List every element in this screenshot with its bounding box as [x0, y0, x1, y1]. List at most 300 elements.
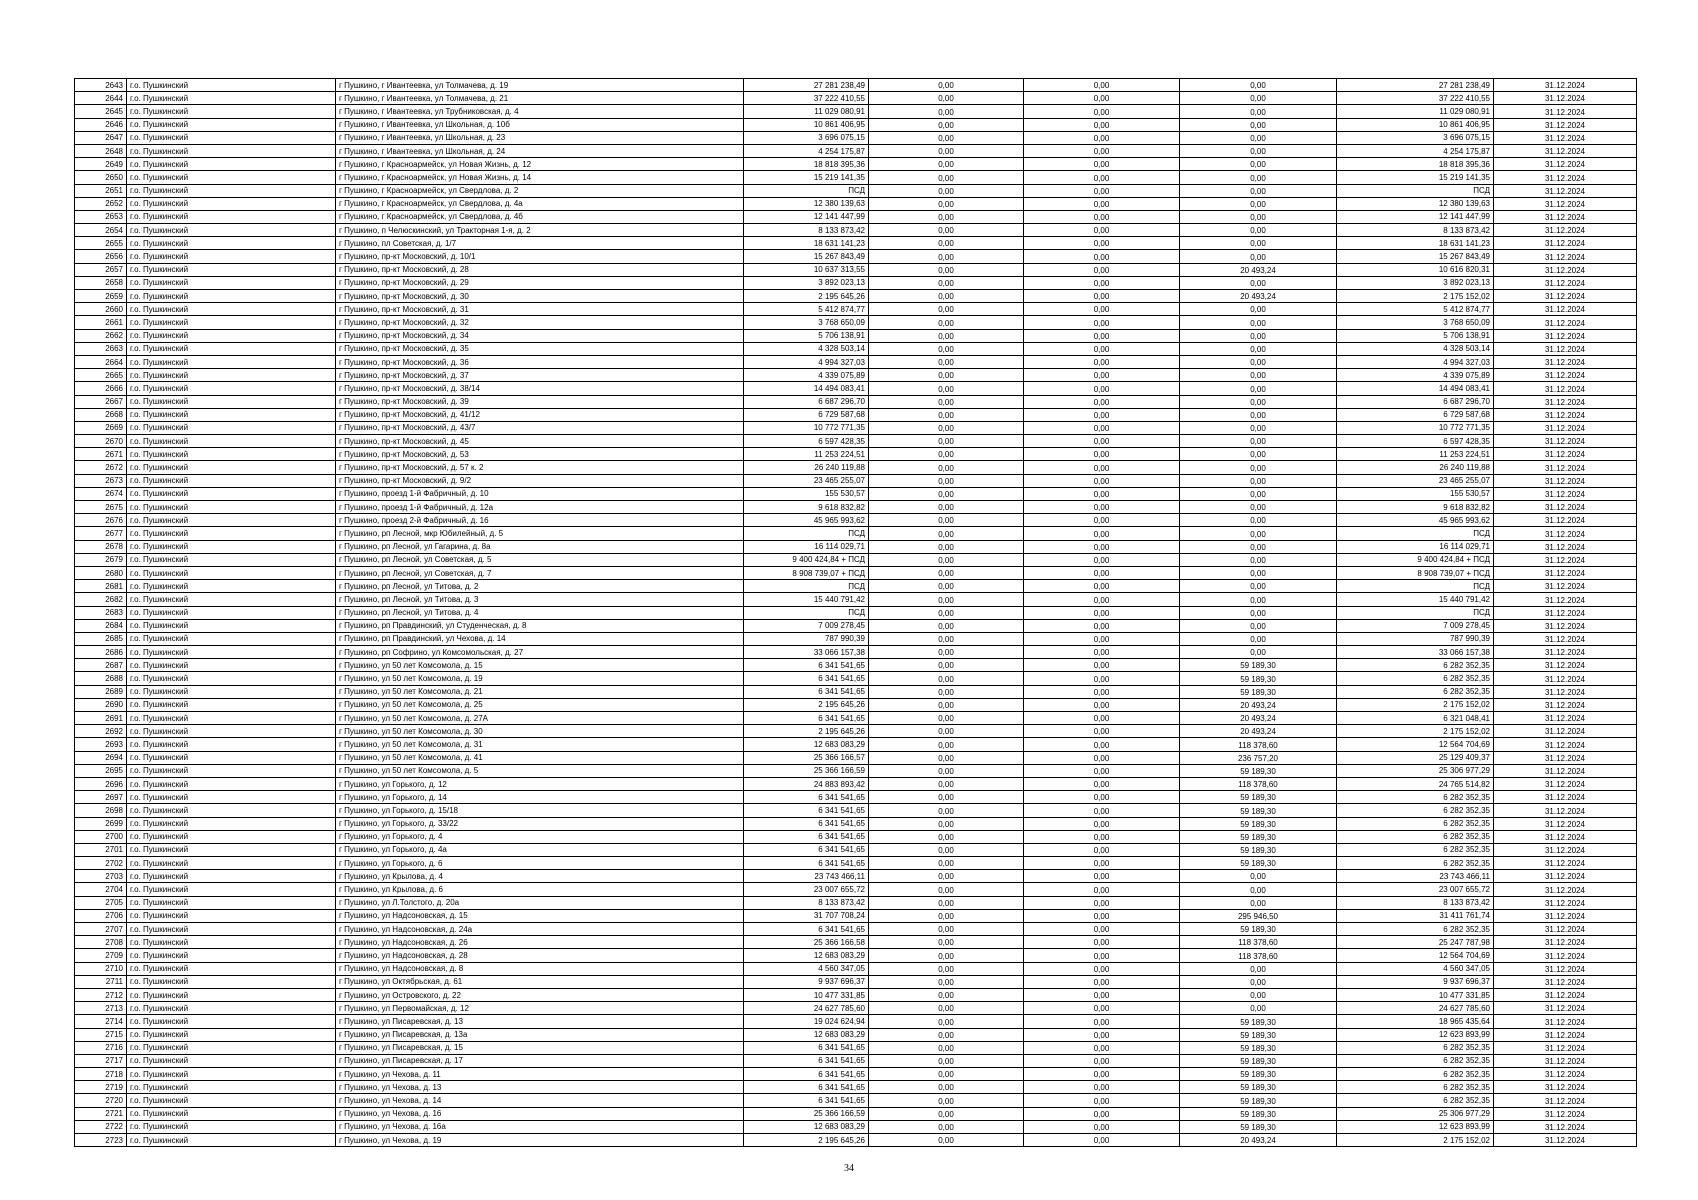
- municipality-cell: г.о. Пушкинский: [127, 527, 336, 540]
- address-cell: г Пушкино, ул Надсоновская, д. 26: [336, 936, 744, 949]
- date-cell: 31.12.2024: [1494, 105, 1637, 118]
- municipality-cell: г.о. Пушкинский: [127, 250, 336, 263]
- amount-total-cell: 2 195 645,26: [744, 1134, 869, 1147]
- date-cell: 31.12.2024: [1494, 369, 1637, 382]
- amount-col2-cell: 0,00: [869, 408, 1024, 421]
- amount-col2-cell: 0,00: [869, 514, 1024, 527]
- amount-result-cell: 4 560 347,05: [1337, 962, 1494, 975]
- date-cell: 31.12.2024: [1494, 672, 1637, 685]
- address-cell: г Пушкино, ул Островского, д. 22: [336, 988, 744, 1001]
- municipality-cell: г.о. Пушкинский: [127, 1015, 336, 1028]
- amount-total-cell: 4 328 503,14: [744, 342, 869, 355]
- date-cell: 31.12.2024: [1494, 1054, 1637, 1067]
- address-cell: г Пушкино, пр-кт Московский, д. 41/12: [336, 408, 744, 421]
- row-number-cell: 2707: [75, 923, 127, 936]
- amount-result-cell: 31 411 761,74: [1337, 909, 1494, 922]
- amount-total-cell: 6 341 541,65: [744, 1081, 869, 1094]
- municipality-cell: г.о. Пушкинский: [127, 870, 336, 883]
- amount-col3-cell: 0,00: [1024, 804, 1180, 817]
- municipality-cell: г.о. Пушкинский: [127, 1068, 336, 1081]
- amount-col4-cell: 118 378,60: [1180, 949, 1337, 962]
- table-row: [75, 632, 1637, 645]
- amount-col2-cell: 0,00: [869, 448, 1024, 461]
- amount-col2-cell: 0,00: [869, 144, 1024, 157]
- amount-col3-cell: 0,00: [1024, 1041, 1180, 1054]
- row-number-cell: 2644: [75, 92, 127, 105]
- municipality-cell: г.о. Пушкинский: [127, 580, 336, 593]
- municipality-cell: г.о. Пушкинский: [127, 105, 336, 118]
- amount-result-cell: 10 861 406,95: [1337, 118, 1494, 131]
- municipality-cell: г.о. Пушкинский: [127, 197, 336, 210]
- amount-col2-cell: 0,00: [869, 988, 1024, 1001]
- table-row: [75, 580, 1637, 593]
- amount-result-cell: 15 440 791,42: [1337, 593, 1494, 606]
- amount-result-cell: 10 616 820,31: [1337, 263, 1494, 276]
- address-cell: г Пушкино, ул Чехова, д. 16: [336, 1107, 744, 1120]
- address-cell: г Пушкино, ул Надсоновская, д. 15: [336, 909, 744, 922]
- date-cell: 31.12.2024: [1494, 988, 1637, 1001]
- amount-col4-cell: 20 493,24: [1180, 290, 1337, 303]
- municipality-cell: г.о. Пушкинский: [127, 1041, 336, 1054]
- amount-col4-cell: 0,00: [1180, 92, 1337, 105]
- amount-col3-cell: 0,00: [1024, 131, 1180, 144]
- amount-col4-cell: 20 493,24: [1180, 263, 1337, 276]
- address-cell: г Пушкино, ул Писаревская, д. 13: [336, 1015, 744, 1028]
- amount-col2-cell: 0,00: [869, 237, 1024, 250]
- date-cell: 31.12.2024: [1494, 791, 1637, 804]
- address-cell: г Пушкино, пр-кт Московский, д. 35: [336, 342, 744, 355]
- municipality-cell: г.о. Пушкинский: [127, 158, 336, 171]
- address-cell: г Пушкино, рп Лесной, ул Гагарина, д. 8а: [336, 540, 744, 553]
- table-row: [75, 105, 1637, 118]
- table-row: [75, 158, 1637, 171]
- amount-col4-cell: 59 189,30: [1180, 1094, 1337, 1107]
- date-cell: 31.12.2024: [1494, 936, 1637, 949]
- municipality-cell: г.о. Пушкинский: [127, 540, 336, 553]
- municipality-cell: г.о. Пушкинский: [127, 369, 336, 382]
- amount-col3-cell: 0,00: [1024, 553, 1180, 566]
- address-cell: г Пушкино, ул Горького, д. 14: [336, 791, 744, 804]
- row-number-cell: 2696: [75, 777, 127, 790]
- address-cell: г Пушкино, рп Лесной, ул Титова, д. 4: [336, 606, 744, 619]
- amount-col4-cell: 59 189,30: [1180, 830, 1337, 843]
- address-cell: г Пушкино, г Красноармейск, ул Новая Жизнь, д. 14: [336, 171, 744, 184]
- date-cell: 31.12.2024: [1494, 501, 1637, 514]
- row-number-cell: 2697: [75, 791, 127, 804]
- address-cell: г Пушкино, ул 50 лет Комсомола, д. 21: [336, 685, 744, 698]
- amount-col3-cell: 0,00: [1024, 118, 1180, 131]
- amount-result-cell: 155 530,57: [1337, 487, 1494, 500]
- date-cell: 31.12.2024: [1494, 698, 1637, 711]
- amount-result-cell: 15 219 141,35: [1337, 171, 1494, 184]
- amount-col2-cell: 0,00: [869, 1068, 1024, 1081]
- amount-col2-cell: 0,00: [869, 870, 1024, 883]
- address-cell: г Пушкино, рп Правдинский, ул Студенческая, д. 8: [336, 619, 744, 632]
- date-cell: 31.12.2024: [1494, 329, 1637, 342]
- table-row: [75, 1054, 1637, 1067]
- date-cell: 31.12.2024: [1494, 738, 1637, 751]
- amount-col2-cell: 0,00: [869, 382, 1024, 395]
- table-row: [75, 1134, 1637, 1147]
- amount-col2-cell: 0,00: [869, 751, 1024, 764]
- amount-result-cell: ПСД: [1337, 580, 1494, 593]
- amount-col3-cell: 0,00: [1024, 1094, 1180, 1107]
- row-number-cell: 2700: [75, 830, 127, 843]
- municipality-cell: г.о. Пушкинский: [127, 1134, 336, 1147]
- amount-result-cell: 12 623 893,99: [1337, 1120, 1494, 1133]
- address-cell: г Пушкино, рп Лесной, ул Титова, д. 3: [336, 593, 744, 606]
- table-row: [75, 1068, 1637, 1081]
- municipality-cell: г.о. Пушкинский: [127, 1107, 336, 1120]
- municipality-cell: г.о. Пушкинский: [127, 909, 336, 922]
- address-cell: г Пушкино, г Ивантеевка, ул Толмачева, д. 21: [336, 92, 744, 105]
- table-row: [75, 830, 1637, 843]
- row-number-cell: 2712: [75, 988, 127, 1001]
- amount-col3-cell: 0,00: [1024, 171, 1180, 184]
- amount-col4-cell: 59 189,30: [1180, 1081, 1337, 1094]
- amount-col3-cell: 0,00: [1024, 1015, 1180, 1028]
- municipality-cell: г.о. Пушкинский: [127, 566, 336, 579]
- date-cell: 31.12.2024: [1494, 408, 1637, 421]
- table-row: [75, 1120, 1637, 1133]
- amount-col2-cell: 0,00: [869, 184, 1024, 197]
- row-number-cell: 2714: [75, 1015, 127, 1028]
- row-number-cell: 2713: [75, 1002, 127, 1015]
- date-cell: 31.12.2024: [1494, 79, 1637, 92]
- date-cell: 31.12.2024: [1494, 448, 1637, 461]
- row-number-cell: 2703: [75, 870, 127, 883]
- amount-col3-cell: 0,00: [1024, 725, 1180, 738]
- address-cell: г Пушкино, ул Чехова, д. 14: [336, 1094, 744, 1107]
- table-row: [75, 197, 1637, 210]
- amount-col3-cell: 0,00: [1024, 369, 1180, 382]
- row-number-cell: 2708: [75, 936, 127, 949]
- table-row: [75, 712, 1637, 725]
- amount-col4-cell: 0,00: [1180, 118, 1337, 131]
- amount-col2-cell: 0,00: [869, 369, 1024, 382]
- amount-result-cell: 37 222 410,55: [1337, 92, 1494, 105]
- municipality-cell: г.о. Пушкинский: [127, 1054, 336, 1067]
- address-cell: г Пушкино, п Челюскинский, ул Тракторная 1-я, д. 2: [336, 224, 744, 237]
- table-row: [75, 646, 1637, 659]
- amount-col2-cell: 0,00: [869, 118, 1024, 131]
- amount-col4-cell: 59 189,30: [1180, 1041, 1337, 1054]
- table-row: [75, 210, 1637, 223]
- amount-result-cell: 6 282 352,35: [1337, 672, 1494, 685]
- table-row: [75, 777, 1637, 790]
- amount-col3-cell: 0,00: [1024, 514, 1180, 527]
- municipality-cell: г.о. Пушкинский: [127, 144, 336, 157]
- amount-col2-cell: 0,00: [869, 1028, 1024, 1041]
- row-number-cell: 2667: [75, 395, 127, 408]
- amount-result-cell: 787 990,39: [1337, 632, 1494, 645]
- amount-total-cell: 37 222 410,55: [744, 92, 869, 105]
- amount-col3-cell: 0,00: [1024, 329, 1180, 342]
- amount-col2-cell: 0,00: [869, 527, 1024, 540]
- amount-col4-cell: 0,00: [1180, 566, 1337, 579]
- table-row: [75, 909, 1637, 922]
- municipality-cell: г.о. Пушкинский: [127, 751, 336, 764]
- table-row: [75, 79, 1637, 92]
- municipality-cell: г.о. Пушкинский: [127, 1028, 336, 1041]
- amount-col4-cell: 295 946,50: [1180, 909, 1337, 922]
- amount-result-cell: ПСД: [1337, 606, 1494, 619]
- date-cell: 31.12.2024: [1494, 1120, 1637, 1133]
- row-number-cell: 2683: [75, 606, 127, 619]
- date-cell: 31.12.2024: [1494, 263, 1637, 276]
- address-cell: г Пушкино, г Ивантеевка, ул Школьная, д. 24: [336, 144, 744, 157]
- amount-total-cell: 2 195 645,26: [744, 290, 869, 303]
- amount-col4-cell: 0,00: [1180, 553, 1337, 566]
- amount-col3-cell: 0,00: [1024, 144, 1180, 157]
- amount-total-cell: 12 141 447,99: [744, 210, 869, 223]
- amount-total-cell: 26 240 119,88: [744, 461, 869, 474]
- amount-result-cell: 12 564 704,69: [1337, 949, 1494, 962]
- table-row: [75, 263, 1637, 276]
- amount-col2-cell: 0,00: [869, 843, 1024, 856]
- amount-col4-cell: 0,00: [1180, 461, 1337, 474]
- amount-total-cell: 6 341 541,65: [744, 712, 869, 725]
- amount-col3-cell: 0,00: [1024, 408, 1180, 421]
- amount-col4-cell: 0,00: [1180, 105, 1337, 118]
- amount-result-cell: 25 306 977,29: [1337, 1107, 1494, 1120]
- table-row: [75, 843, 1637, 856]
- address-cell: г Пушкино, ул 50 лет Комсомола, д. 25: [336, 698, 744, 711]
- table-row: [75, 1015, 1637, 1028]
- amount-col2-cell: 0,00: [869, 131, 1024, 144]
- amount-result-cell: ПСД: [1337, 184, 1494, 197]
- amount-result-cell: 6 282 352,35: [1337, 843, 1494, 856]
- amount-result-cell: 6 282 352,35: [1337, 804, 1494, 817]
- amount-result-cell: 33 066 157,38: [1337, 646, 1494, 659]
- amount-col2-cell: 0,00: [869, 949, 1024, 962]
- amount-col3-cell: 0,00: [1024, 685, 1180, 698]
- address-cell: г Пушкино, ул Горького, д. 12: [336, 777, 744, 790]
- amount-col2-cell: 0,00: [869, 355, 1024, 368]
- row-number-cell: 2699: [75, 817, 127, 830]
- amount-total-cell: 33 066 157,38: [744, 646, 869, 659]
- table-row: [75, 303, 1637, 316]
- row-number-cell: 2653: [75, 210, 127, 223]
- municipality-cell: г.о. Пушкинский: [127, 1081, 336, 1094]
- date-cell: 31.12.2024: [1494, 237, 1637, 250]
- address-cell: г Пушкино, ул Надсоновская, д. 28: [336, 949, 744, 962]
- date-cell: 31.12.2024: [1494, 1028, 1637, 1041]
- amount-total-cell: 10 861 406,95: [744, 118, 869, 131]
- amount-col3-cell: 0,00: [1024, 290, 1180, 303]
- amount-col3-cell: 0,00: [1024, 909, 1180, 922]
- amount-result-cell: 2 175 152,02: [1337, 290, 1494, 303]
- date-cell: 31.12.2024: [1494, 1015, 1637, 1028]
- amount-total-cell: 12 683 083,29: [744, 1028, 869, 1041]
- amount-col2-cell: 0,00: [869, 896, 1024, 909]
- amount-total-cell: 15 440 791,42: [744, 593, 869, 606]
- amount-col2-cell: 0,00: [869, 659, 1024, 672]
- amount-col2-cell: 0,00: [869, 303, 1024, 316]
- row-number-cell: 2659: [75, 290, 127, 303]
- amount-total-cell: 12 380 139,63: [744, 197, 869, 210]
- amount-col2-cell: 0,00: [869, 1107, 1024, 1120]
- row-number-cell: 2670: [75, 435, 127, 448]
- address-cell: г Пушкино, пр-кт Московский, д. 34: [336, 329, 744, 342]
- amount-col4-cell: 59 189,30: [1180, 1120, 1337, 1133]
- address-cell: г Пушкино, проезд 2-й Фабричный, д. 16: [336, 514, 744, 527]
- amount-col2-cell: 0,00: [869, 857, 1024, 870]
- date-cell: 31.12.2024: [1494, 909, 1637, 922]
- amount-result-cell: 4 328 503,14: [1337, 342, 1494, 355]
- amount-result-cell: 9 400 424,84 + ПСД: [1337, 553, 1494, 566]
- amount-result-cell: 25 129 409,37: [1337, 751, 1494, 764]
- address-cell: г Пушкино, пр-кт Московский, д. 57 к. 2: [336, 461, 744, 474]
- amount-col3-cell: 0,00: [1024, 355, 1180, 368]
- amount-result-cell: 11 253 224,51: [1337, 448, 1494, 461]
- amount-col4-cell: 0,00: [1180, 395, 1337, 408]
- row-number-cell: 2648: [75, 144, 127, 157]
- amount-col2-cell: 0,00: [869, 830, 1024, 843]
- municipality-cell: г.о. Пушкинский: [127, 830, 336, 843]
- date-cell: 31.12.2024: [1494, 474, 1637, 487]
- amount-col3-cell: 0,00: [1024, 830, 1180, 843]
- amount-col3-cell: 0,00: [1024, 197, 1180, 210]
- amount-col3-cell: 0,00: [1024, 738, 1180, 751]
- table-row: [75, 1028, 1637, 1041]
- amount-total-cell: 6 341 541,65: [744, 672, 869, 685]
- amount-col4-cell: 0,00: [1180, 487, 1337, 500]
- municipality-cell: г.о. Пушкинский: [127, 514, 336, 527]
- table-row: [75, 923, 1637, 936]
- row-number-cell: 2722: [75, 1120, 127, 1133]
- municipality-cell: г.о. Пушкинский: [127, 276, 336, 289]
- amount-col4-cell: 0,00: [1180, 250, 1337, 263]
- row-number-cell: 2701: [75, 843, 127, 856]
- table-row: [75, 382, 1637, 395]
- municipality-cell: г.о. Пушкинский: [127, 975, 336, 988]
- amount-result-cell: 2 175 152,02: [1337, 698, 1494, 711]
- amount-col2-cell: 0,00: [869, 962, 1024, 975]
- amount-col4-cell: 0,00: [1180, 540, 1337, 553]
- municipality-cell: г.о. Пушкинский: [127, 632, 336, 645]
- municipality-cell: г.о. Пушкинский: [127, 184, 336, 197]
- data-table: [74, 78, 1637, 1147]
- municipality-cell: г.о. Пушкинский: [127, 382, 336, 395]
- amount-result-cell: 26 240 119,88: [1337, 461, 1494, 474]
- address-cell: г Пушкино, ул Л.Толстого, д. 20а: [336, 896, 744, 909]
- address-cell: г Пушкино, ул 50 лет Комсомола, д. 5: [336, 764, 744, 777]
- date-cell: 31.12.2024: [1494, 619, 1637, 632]
- amount-col4-cell: 0,00: [1180, 303, 1337, 316]
- amount-total-cell: 6 341 541,65: [744, 791, 869, 804]
- table-row: [75, 131, 1637, 144]
- row-number-cell: 2676: [75, 514, 127, 527]
- date-cell: 31.12.2024: [1494, 276, 1637, 289]
- amount-col2-cell: 0,00: [869, 1041, 1024, 1054]
- amount-total-cell: 3 892 023,13: [744, 276, 869, 289]
- amount-col4-cell: 118 378,60: [1180, 738, 1337, 751]
- amount-col2-cell: 0,00: [869, 421, 1024, 434]
- date-cell: 31.12.2024: [1494, 1107, 1637, 1120]
- amount-col3-cell: 0,00: [1024, 1081, 1180, 1094]
- amount-col4-cell: 20 493,24: [1180, 698, 1337, 711]
- amount-col2-cell: 0,00: [869, 1094, 1024, 1107]
- row-number-cell: 2660: [75, 303, 127, 316]
- table-row: [75, 988, 1637, 1001]
- amount-col2-cell: 0,00: [869, 342, 1024, 355]
- amount-result-cell: 6 282 352,35: [1337, 685, 1494, 698]
- amount-col4-cell: 0,00: [1180, 355, 1337, 368]
- amount-col3-cell: 0,00: [1024, 659, 1180, 672]
- row-number-cell: 2656: [75, 250, 127, 263]
- amount-total-cell: 25 366 166,58: [744, 936, 869, 949]
- amount-col4-cell: 0,00: [1180, 883, 1337, 896]
- table-row: [75, 949, 1637, 962]
- table-row: [75, 395, 1637, 408]
- amount-col3-cell: 0,00: [1024, 540, 1180, 553]
- date-cell: 31.12.2024: [1494, 566, 1637, 579]
- amount-total-cell: 6 341 541,65: [744, 830, 869, 843]
- amount-total-cell: 45 965 993,62: [744, 514, 869, 527]
- row-number-cell: 2680: [75, 566, 127, 579]
- amount-col2-cell: 0,00: [869, 580, 1024, 593]
- amount-total-cell: 11 029 080,91: [744, 105, 869, 118]
- amount-result-cell: 4 254 175,87: [1337, 144, 1494, 157]
- amount-col4-cell: 0,00: [1180, 382, 1337, 395]
- amount-col3-cell: 0,00: [1024, 580, 1180, 593]
- amount-col4-cell: 118 378,60: [1180, 777, 1337, 790]
- amount-col4-cell: 59 189,30: [1180, 685, 1337, 698]
- amount-col2-cell: 0,00: [869, 329, 1024, 342]
- date-cell: 31.12.2024: [1494, 580, 1637, 593]
- row-number-cell: 2671: [75, 448, 127, 461]
- amount-result-cell: 6 321 048,41: [1337, 712, 1494, 725]
- amount-total-cell: ПСД: [744, 606, 869, 619]
- amount-total-cell: 9 618 832,82: [744, 501, 869, 514]
- amount-col2-cell: 0,00: [869, 263, 1024, 276]
- amount-col4-cell: 0,00: [1180, 870, 1337, 883]
- amount-col4-cell: 0,00: [1180, 593, 1337, 606]
- amount-result-cell: 6 597 428,35: [1337, 435, 1494, 448]
- amount-col2-cell: 0,00: [869, 725, 1024, 738]
- amount-col4-cell: 0,00: [1180, 197, 1337, 210]
- table-row: [75, 448, 1637, 461]
- date-cell: 31.12.2024: [1494, 395, 1637, 408]
- amount-col4-cell: 0,00: [1180, 224, 1337, 237]
- amount-total-cell: 4 339 075,89: [744, 369, 869, 382]
- table-body: [75, 79, 1637, 1147]
- row-number-cell: 2658: [75, 276, 127, 289]
- amount-col3-cell: 0,00: [1024, 883, 1180, 896]
- date-cell: 31.12.2024: [1494, 1068, 1637, 1081]
- row-number-cell: 2717: [75, 1054, 127, 1067]
- amount-col4-cell: 0,00: [1180, 514, 1337, 527]
- amount-col3-cell: 0,00: [1024, 395, 1180, 408]
- address-cell: г Пушкино, ул Надсоновская, д. 24а: [336, 923, 744, 936]
- amount-col4-cell: 59 189,30: [1180, 857, 1337, 870]
- municipality-cell: г.о. Пушкинский: [127, 171, 336, 184]
- amount-col4-cell: 0,00: [1180, 158, 1337, 171]
- amount-result-cell: 24 627 785,60: [1337, 1002, 1494, 1015]
- address-cell: г Пушкино, ул 50 лет Комсомола, д. 19: [336, 672, 744, 685]
- table-row: [75, 355, 1637, 368]
- municipality-cell: г.о. Пушкинский: [127, 435, 336, 448]
- municipality-cell: г.о. Пушкинский: [127, 421, 336, 434]
- amount-total-cell: 155 530,57: [744, 487, 869, 500]
- table-row: [75, 290, 1637, 303]
- table-row: [75, 501, 1637, 514]
- amount-col4-cell: 59 189,30: [1180, 764, 1337, 777]
- table-row: [75, 857, 1637, 870]
- row-number-cell: 2690: [75, 698, 127, 711]
- amount-col4-cell: 0,00: [1180, 619, 1337, 632]
